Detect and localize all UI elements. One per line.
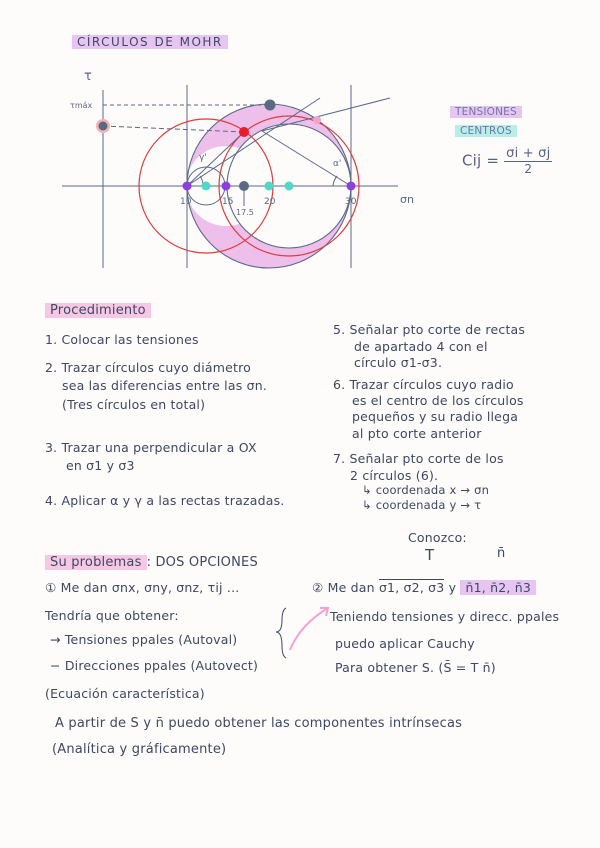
alpha-label: α'	[333, 159, 342, 169]
step-7: 7. Señalar pto corte de los	[333, 451, 504, 466]
para-obtener-line: Para obtener S. (S̄ = T n̄)	[335, 660, 496, 675]
tau-axis-label: τ	[84, 69, 92, 84]
mohr-diagram	[0, 0, 600, 300]
conozco-label: Conozco:	[408, 530, 467, 545]
tick-20: 20	[264, 197, 276, 207]
step-6-line2: es el centro de los círculos	[352, 393, 524, 408]
centre-12	[285, 182, 294, 191]
gamma-label: γ'	[199, 153, 207, 163]
step-6: 6. Trazar círculos cuyo radio	[333, 377, 514, 392]
direcciones-ppales: − Direcciones ppales (Autovect)	[50, 658, 259, 673]
step-2: 2. Trazar círculos cuyo diámetro	[45, 360, 252, 375]
step-5: 5. Señalar pto corte de rectas	[333, 322, 526, 337]
step-4: 4. Aplicar α y γ a las rectas trazadas.	[45, 493, 285, 508]
option-2	[312, 580, 536, 595]
intersection-point	[239, 127, 249, 137]
tau-max-point	[265, 100, 276, 111]
opciones-label: : DOS OPCIONES	[146, 555, 258, 570]
page-title: CÍRCULOS DE MOHR	[72, 35, 228, 49]
step-3: 3. Trazar una perpendicular a OX	[45, 440, 257, 455]
step-5-line2: de apartado 4 con el	[354, 339, 488, 354]
option-2-sigmas: σ1, σ2, σ3	[378, 580, 445, 595]
tick-175: 17.5	[236, 208, 254, 217]
step-6-line3: pequeños y su radio llega	[352, 409, 519, 424]
centre-13	[265, 182, 274, 191]
sigma1-point	[347, 182, 356, 191]
legend-centros: CENTROS	[455, 125, 517, 137]
procedimiento-heading: Procedimiento	[45, 303, 151, 318]
known-T: T	[425, 546, 435, 564]
tick-15: 15	[222, 197, 234, 207]
option-2-y: y	[448, 580, 457, 595]
step-7-line2: 2 círculos (6).	[350, 468, 439, 483]
alpha-intersection	[313, 116, 321, 124]
puedo-line: puedo aplicar Cauchy	[335, 636, 475, 651]
step-3-line2: en σ1 y σ3	[66, 458, 135, 473]
sigma2-point	[222, 182, 231, 191]
formula-lhs: Cij =	[462, 151, 500, 170]
tau-point	[99, 122, 108, 131]
formula-denominator: 2	[524, 162, 533, 176]
a-partir-line: A partir de S y n̄ puedo obtener las componentes intrínsecas	[55, 716, 463, 731]
step-2-line2: sea las diferencias entre las σn.	[62, 378, 268, 393]
step-5-line3: círculo σ1-σ3.	[354, 355, 443, 370]
tensiones-ppales: → Tensiones ppales (Autoval)	[50, 632, 238, 647]
analitica-line: (Analítica y gráficamente)	[52, 742, 227, 757]
option-1: ① Me dan σnx, σny, σnz, τij ...	[45, 580, 240, 595]
sigma-n-point	[239, 181, 249, 191]
tick-30: 30	[345, 197, 357, 207]
centre-23	[202, 182, 211, 191]
step-6-line4: al pto corte anterior	[352, 426, 482, 441]
sigma-axis-label: σn	[400, 193, 414, 206]
known-n: n̄	[497, 546, 506, 561]
tendria-label: Tendría que obtener:	[45, 608, 179, 623]
step-2-line3: (Tres círculos en total)	[62, 397, 206, 412]
step-1: 1. Colocar las tensiones	[45, 332, 199, 347]
ecuacion-caracteristica: (Ecuación característica)	[45, 686, 205, 701]
option-2-ns: n̄1, n̄2, n̄3	[460, 580, 536, 595]
tick-10: 10	[180, 197, 192, 207]
formula-numerator: σi + σj	[506, 146, 551, 161]
step-7-coord-y: ↳ coordenada y → τ	[362, 498, 482, 512]
legend-tensiones: TENSIONES	[450, 106, 522, 118]
option-2-prefix: ② Me dan	[312, 580, 375, 595]
step-7-coord-x: ↳ coordenada x → σn	[362, 483, 490, 497]
sigma3-point	[183, 182, 192, 191]
teniendo-line: Teniendo tensiones y direcc. ppales	[330, 609, 560, 624]
problemas-heading: Su problemas : DOS OPCIONES	[45, 555, 258, 570]
tau-max-label: τmáx	[70, 101, 93, 110]
